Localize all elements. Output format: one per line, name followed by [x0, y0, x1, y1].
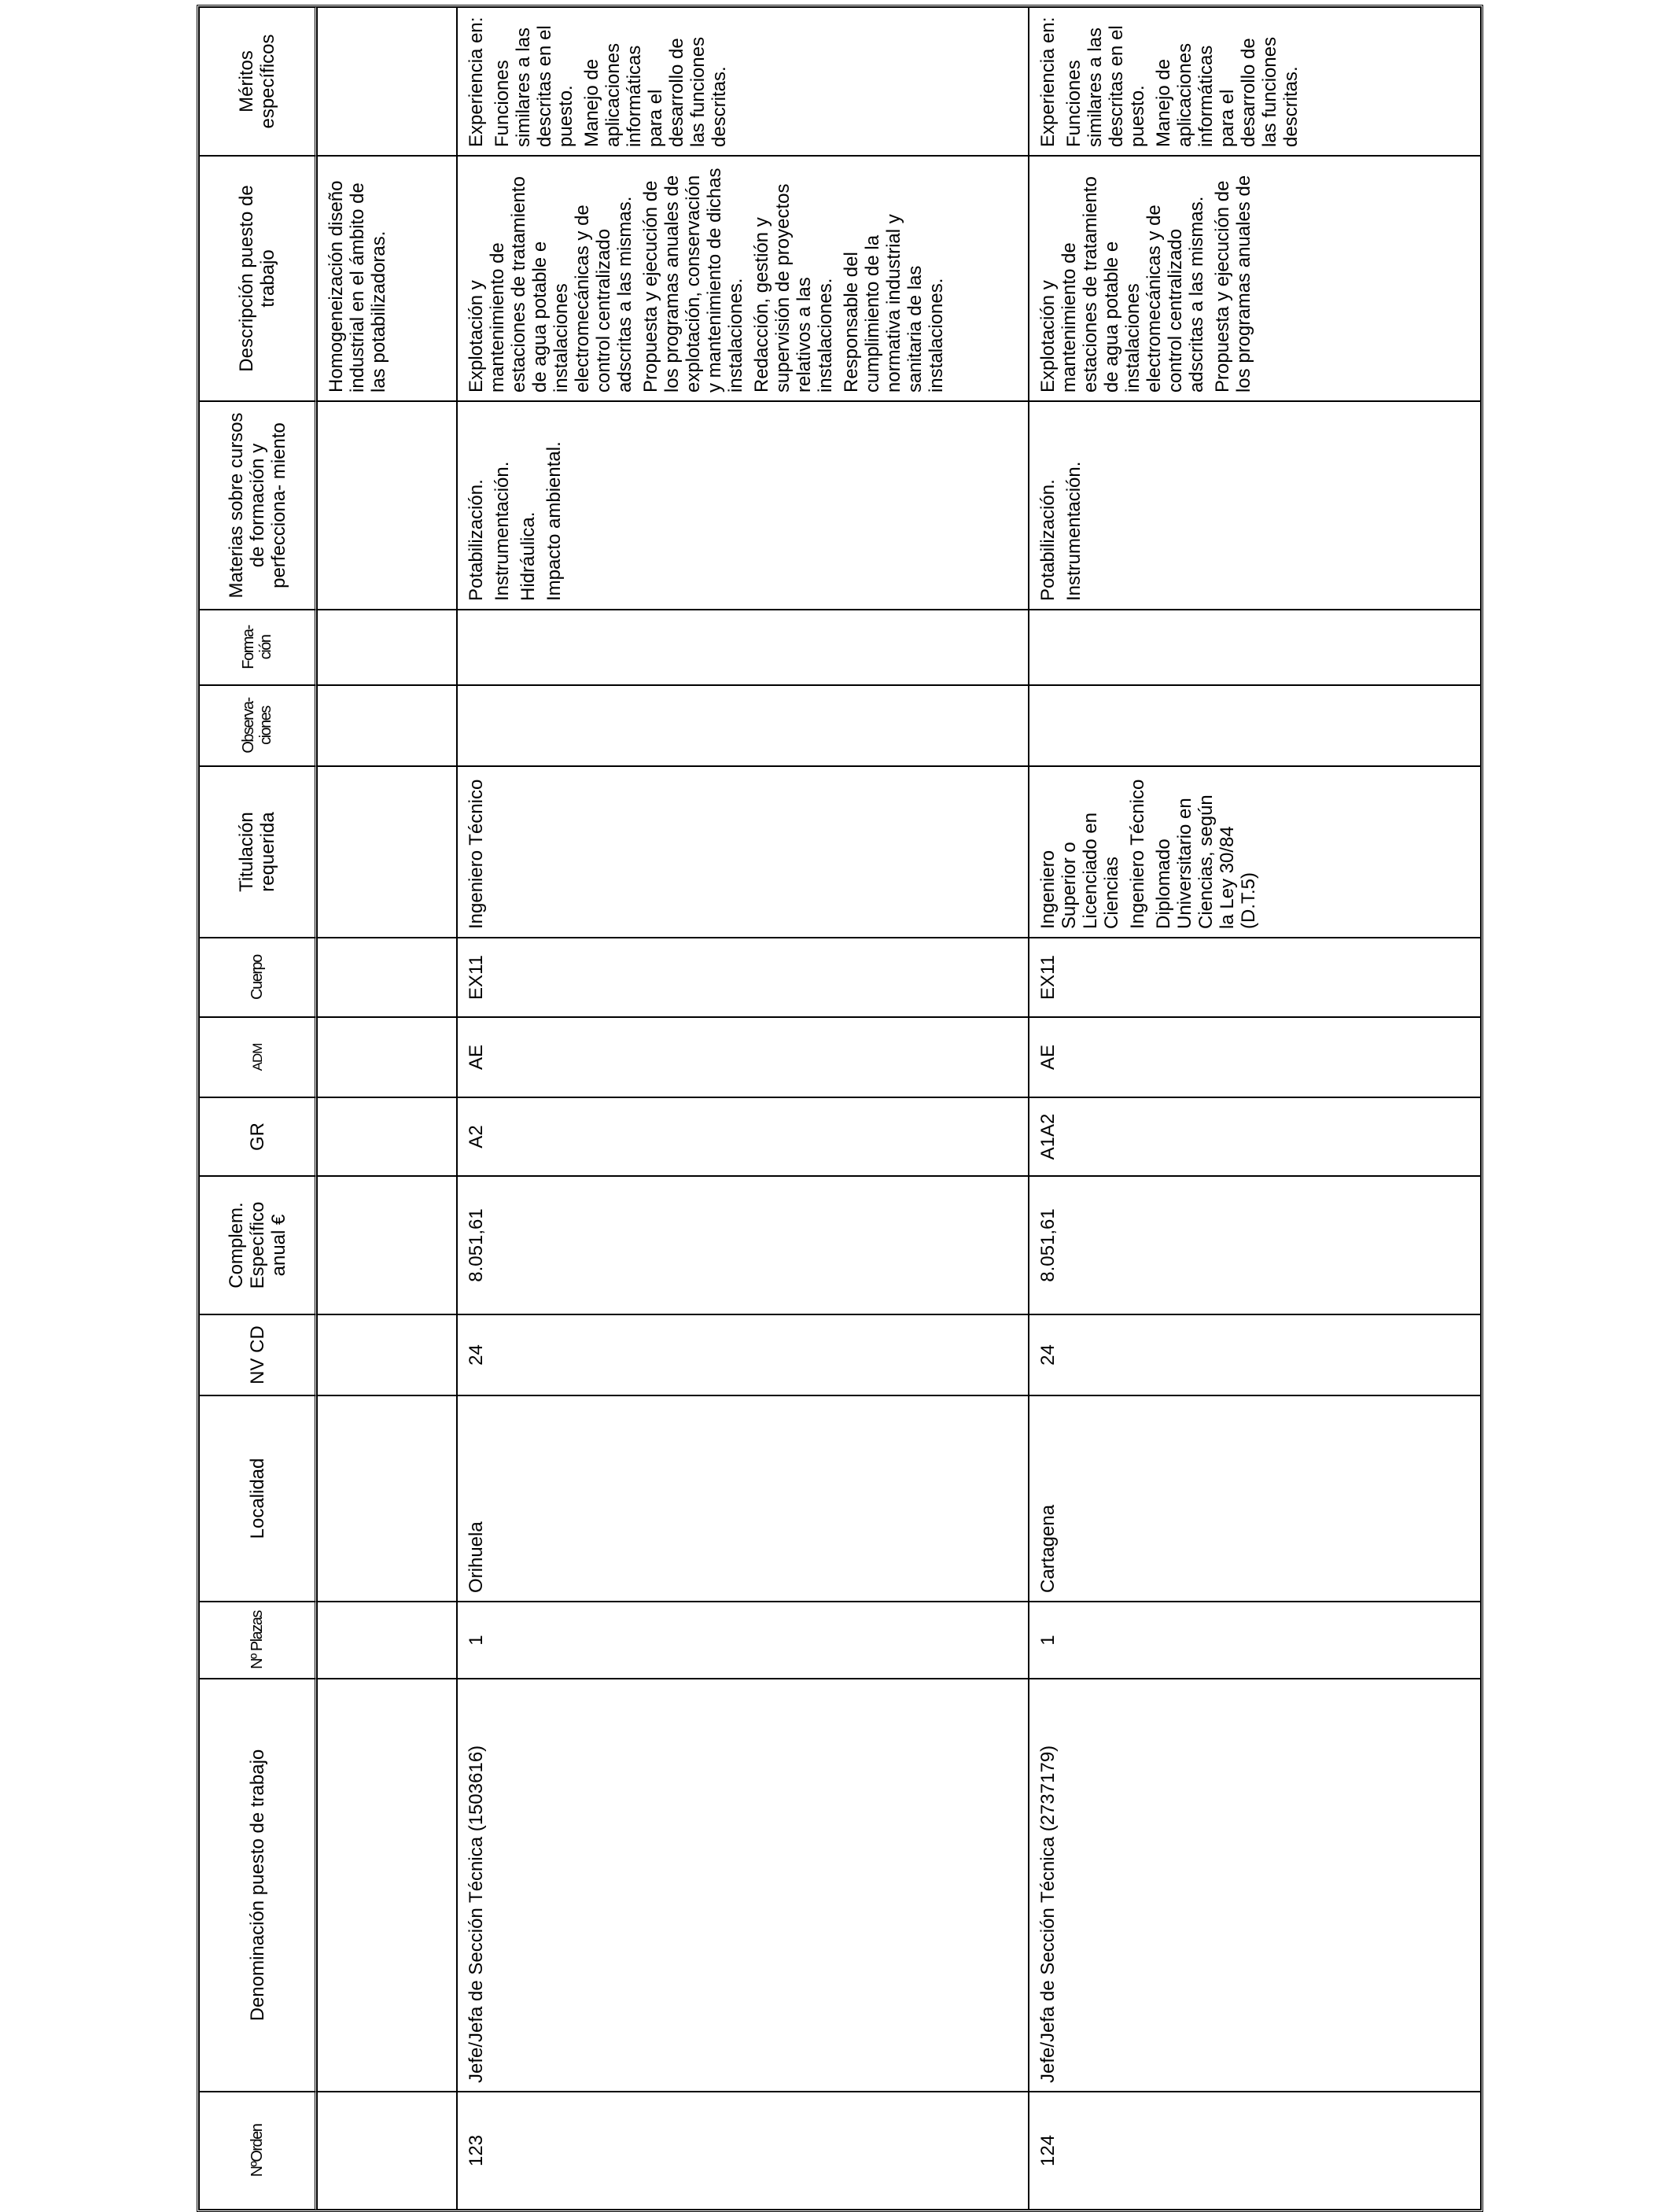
- descripcion-item: Explotación y mantenimiento de estaciones de tratamiento de agua potable e instalaciones electromecánicas y de control centralizado adscritas a las mismas.: [1037, 176, 1207, 393]
- header-adm: ADM: [199, 1017, 317, 1097]
- meritos-intro: Experiencia en:: [466, 17, 487, 147]
- cell-localidad: Cartagena: [1029, 1395, 1481, 1602]
- materia-item: Instrumentación.: [492, 461, 513, 601]
- table-row: [1029, 7, 1481, 2210]
- cell-orden: 123: [457, 2092, 1029, 2210]
- materia-item: Instrumentación.: [1063, 461, 1085, 601]
- cell-formacion: [1029, 610, 1481, 685]
- descripcion-item: Redacción, gestión y supervisión de proyectos relativos a las instalaciones.: [751, 183, 836, 393]
- header-cuerpo: Cuerpo: [199, 938, 317, 1017]
- cell-complemento: 8.051,61: [457, 1176, 1029, 1314]
- cell-nvcd: 24: [457, 1314, 1029, 1395]
- cell-plazas: 1: [1029, 1602, 1481, 1679]
- materia-item: Hidráulica.: [517, 511, 539, 601]
- cell-meritos: [1029, 7, 1481, 156]
- descripcion-item: Propuesta y ejecución de los programas anuales de explotación, conservación y mantenimiento de dichas instalaciones.: [640, 168, 746, 393]
- cell-denominacion: Jefe/Jefa de Sección Técnica (2737179): [1029, 1679, 1481, 2092]
- header-localidad: Localidad: [199, 1395, 317, 1602]
- header-formacion: Forma- ción: [199, 610, 317, 685]
- cell-observaciones: [1029, 685, 1481, 766]
- continuation-row: [317, 7, 457, 2210]
- merito-item: Manejo de aplicaciones informáticas para el desarrollo de las funciones descritas.: [1153, 36, 1302, 147]
- cell-meritos: [457, 7, 1029, 156]
- titulacion-item: Ingeniero Técnico: [1127, 779, 1148, 929]
- cell-complemento: 8.051,61: [1029, 1176, 1481, 1314]
- cell-plazas: 1: [457, 1602, 1029, 1679]
- merito-item: Funciones similares a las descritas en el puesto.: [492, 25, 576, 147]
- cell-nvcd: 24: [1029, 1314, 1481, 1395]
- cell-titulacion: [457, 766, 1029, 938]
- header-complemento: Complem. Específico anual €: [199, 1176, 317, 1314]
- header-observaciones: Observa- ciones: [199, 685, 317, 766]
- header-plazas: Nº Plazas: [199, 1602, 317, 1679]
- merito-item: Funciones similares a las descritas en el puesto.: [1063, 25, 1148, 147]
- cell-gr: A2: [457, 1097, 1029, 1176]
- cell-cuerpo: EX11: [1029, 938, 1481, 1017]
- cell-materias: [457, 401, 1029, 610]
- table-row: [457, 7, 1029, 2210]
- cell-adm: AE: [1029, 1017, 1481, 1097]
- header-descripcion: Descripción puesto de trabajo: [199, 156, 317, 401]
- cell-localidad: Orihuela: [457, 1395, 1029, 1602]
- cell-observaciones: [457, 685, 1029, 766]
- titulacion-item: Ingeniero Superior o Licenciado en Ciencias: [1037, 812, 1122, 929]
- header-nvcd: NV CD: [199, 1314, 317, 1395]
- cell-gr: A1A2: [1029, 1097, 1481, 1176]
- materia-item: Potabilización.: [466, 479, 487, 601]
- descripcion-item: Propuesta y ejecución de los programas anuales de: [1212, 175, 1254, 393]
- cell-orden: 124: [1029, 2092, 1481, 2210]
- titulacion-item: Diplomado Universitario en Ciencias, según la Ley 30/84 (D.T.5): [1153, 794, 1259, 929]
- header-titulacion: Titulación requerida: [199, 766, 317, 938]
- cell-materias: [1029, 401, 1481, 610]
- header-materias: Materias sobre cursos de formación y perfecciona- miento: [199, 401, 317, 610]
- header-meritos: Méritos específicos: [199, 7, 317, 156]
- cell-titulacion: [1029, 766, 1481, 938]
- cell-descripcion: [1029, 156, 1481, 401]
- header-gr: GR: [199, 1097, 317, 1176]
- meritos-intro: Experiencia en:: [1037, 17, 1059, 147]
- titulacion-item: Ingeniero Técnico: [466, 779, 487, 929]
- materia-item: Impacto ambiental.: [543, 441, 565, 601]
- materia-item: Potabilización.: [1037, 479, 1059, 601]
- header-row: [199, 7, 317, 2210]
- cell-cuerpo: EX11: [457, 938, 1029, 1017]
- cell-formacion: [457, 610, 1029, 685]
- cell-descripcion: [457, 156, 1029, 401]
- continuation-description: Homogeneización diseño industrial en el ámbito de las potabilizadoras.: [317, 156, 457, 401]
- header-orden: NºOrden: [199, 2092, 317, 2210]
- cell-denominacion: Jefe/Jefa de Sección Técnica (1503616): [457, 1679, 1029, 2092]
- header-denominacion: Denominación puesto de trabajo: [199, 1679, 317, 2092]
- merito-item: Manejo de aplicaciones informáticas para el desarrollo de las funciones descritas.: [581, 36, 730, 147]
- cell-adm: AE: [457, 1017, 1029, 1097]
- descripcion-item: Responsable del cumplimiento de la normativa industrial y sanitaria de las instalaciones.: [841, 214, 947, 393]
- descripcion-item: Explotación y mantenimiento de estaciones de tratamiento de agua potable e instalaciones electromecánicas y de control centralizado adscritas a las mismas.: [466, 176, 635, 393]
- job-positions-table: [197, 5, 1483, 2212]
- rotated-document-page: [197, 9, 1483, 2212]
